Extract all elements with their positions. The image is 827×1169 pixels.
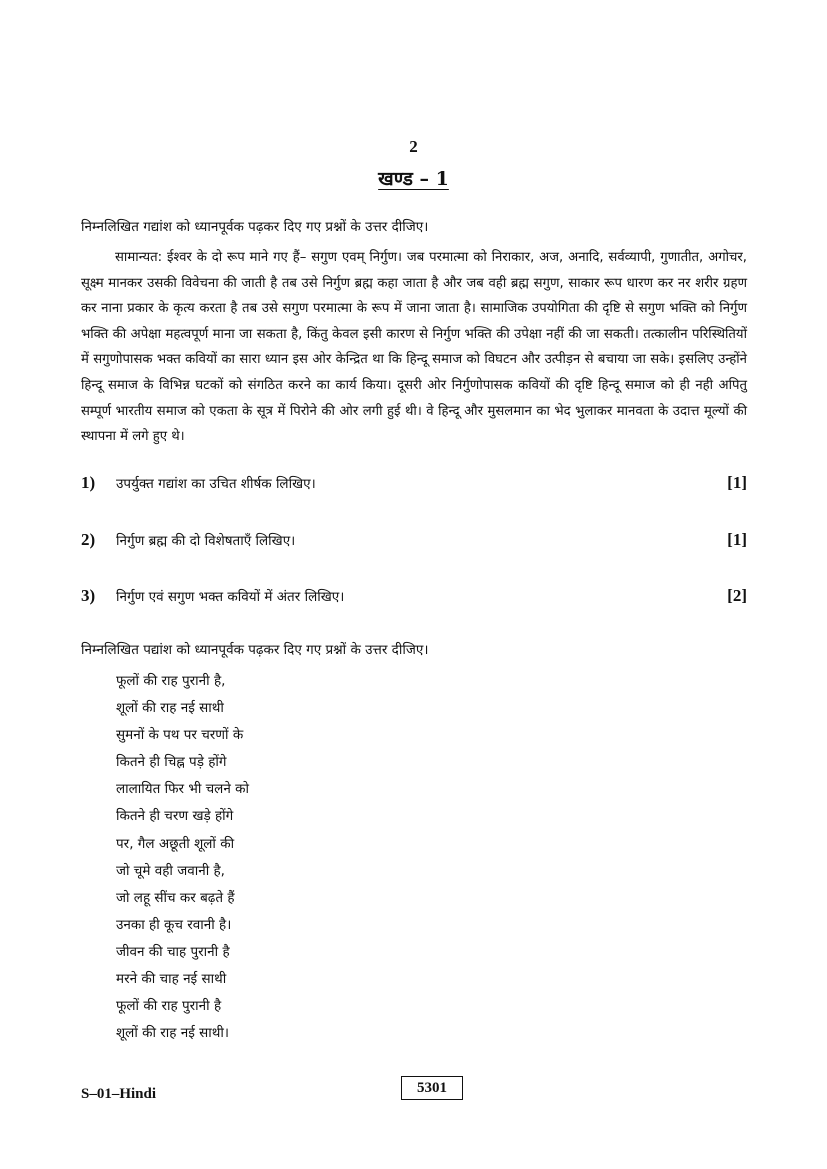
poem-line: जीवन की चाह पुरानी है (116, 943, 230, 960)
poem-line: सुमनों के पथ पर चरणों के (116, 727, 244, 744)
poem-line: लालायित फिर भी चलने को (116, 781, 249, 798)
page-box-number: 5301 (401, 1076, 463, 1100)
question-marks: [2] (727, 586, 747, 605)
poem-line: जो लहू सींच कर बढ़ते हैं (116, 889, 235, 906)
question-number: 2) (81, 530, 96, 549)
poem-line: शूलों की राह नई साथी। (116, 1025, 230, 1042)
poem-line: उनका ही कूच रवानी है। (116, 916, 232, 933)
poem-line: जो चूमे वही जवानी है, (116, 862, 225, 879)
question-text: निर्गुण एवं सगुण भक्त कवियों में अंतर लिखिए। (116, 589, 345, 605)
question-number: 3) (81, 586, 96, 605)
question-text: निर्गुण ब्रह्म की दो विशेषताएँ लिखिए। (116, 533, 296, 549)
section-title (0, 165, 827, 191)
paper-code: S–01–Hindi (81, 1086, 157, 1102)
question-1 (81, 473, 747, 499)
section-title-text: खण्ड – 1 (378, 168, 449, 190)
poem-line: फूलों की राह पुरानी है (116, 998, 222, 1015)
poem-line: मरने की चाह नई साथी (116, 971, 227, 988)
question-2 (81, 530, 747, 556)
poem-line: शूलों की राह नई साथी (116, 700, 224, 717)
question-number: 1) (81, 473, 96, 492)
poem-line: फूलों की राह पुरानी है, (116, 673, 226, 689)
prose-passage: सामान्यत: ईश्वर के दो रूप माने गए हैं– सगुण एवम् निर्गुण। जब परमात्मा को निराकार, अज, अनादि, सर्वव्यापी, गुणातीत, अगोचर, सूक्ष्म मानकर उसकी विवेचना की जाती है तब उसे निर्गुण ब्रह्म कहा जाता है और जब वही ब्रह्म सगुण, साकार रूप धारण कर नर शरीर ग्रहण कर नाना प्रकार के कृत्य करता है तब उसे सगुण परमात्मा के रूप में जाना जाता है। सामाजिक उपयोगिता की दृष्टि से सगुण भक्ति को निर्गुण भक्ति की अपेक्षा महत्वपूर्ण माना जा सकता है, किंतु केवल इसी कारण से निर्गुण भक्ति की उपेक्षा नहीं की जा सकती। तत्कालीन परिस्थितियों में सगुणोपासक भक्त कवियों का सारा ध्यान इस ओर केन्द्रित था कि हिन्दू समाज को विघटन और उत्पीड़न से बचाया जा सके। इसलिए उन्होंने हिन्दू समाज के विभिन्न घटकों को संगठित करने का कार्य किया। दूसरी ओर निर्गुणोपासक कवियों की दृष्टि हिन्दू समाज को ही नही अपितु सम्पूर्ण भारतीय समाज को एकता के सूत्र में पिरोने की ओर लगी हुई थी। वे हिन्दू और मुसलमान का भेद भुलाकर मानवता के उदात्त मूल्यों की स्थापना में लगे हुए थे। (81, 250, 747, 445)
poem (116, 668, 249, 1047)
question-marks: [1] (727, 473, 747, 492)
poem-line: कितने ही चरण खड़े होंगे (116, 808, 234, 825)
question-text: उपर्युक्त गद्यांश का उचित शीर्षक लिखिए। (116, 476, 316, 492)
question-3 (81, 586, 747, 612)
poem-instruction: निम्नलिखित पद्यांश को ध्यानपूर्वक पढ़कर दिए गए प्रश्नों के उत्तर दीजिए। (81, 642, 429, 658)
poem-line: कितने ही चिह्न पड़े होंगे (116, 754, 227, 771)
question-marks: [1] (727, 530, 747, 549)
page-number: 2 (409, 137, 418, 156)
prose-instruction: निम्नलिखित गद्यांश को ध्यानपूर्वक पढ़कर दिए गए प्रश्नों के उत्तर दीजिए। (81, 219, 429, 235)
poem-line: पर, गैल अछूती शूलों की (116, 835, 235, 852)
